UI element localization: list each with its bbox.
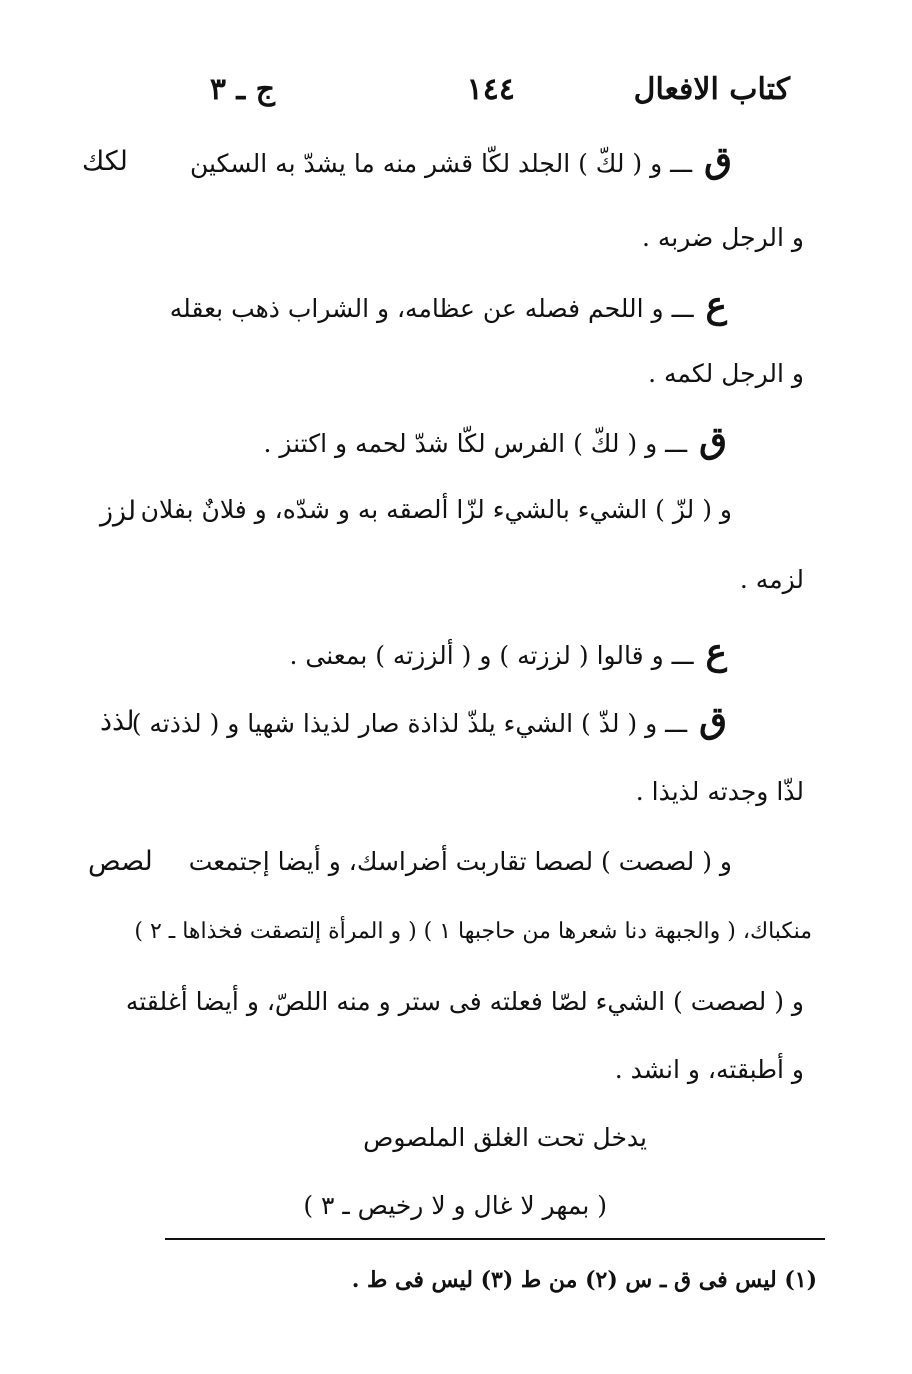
entry-text: و ( لصصت ) الشيء لصّا فعلته فى ستر و منه اللصّ، و أيضا أغلقته: [125, 987, 804, 1016]
entry-line: [134, 912, 812, 952]
entry-text: ـــ و اللحم فصله عن عظامه، و الشراب ذهب بعقله: [169, 294, 694, 323]
entry-text: منكباك، ( والجبهة دنا شعرها من حاجبها ١ ) ( و المرأة إلتصقت فخذاها ـ ٢ ): [134, 919, 812, 944]
entry-text: لذّا وجدته لذيذا .: [635, 777, 804, 806]
entry-line: [263, 420, 727, 464]
entry-marker: ع: [705, 631, 727, 673]
entry-line: [126, 982, 804, 1022]
entry-text: ـــ و ( لكّ ) الفرس لكّا شدّ لحمه و اكتنز .: [263, 429, 688, 458]
entry-text: و الرجل لكمه .: [648, 359, 804, 388]
page-number: ١٤٤: [466, 72, 515, 107]
entry-marker: ق: [704, 139, 732, 181]
root-word-lazz: لزز: [100, 496, 137, 527]
root-word-lasas: لصص: [88, 846, 153, 877]
entry-line: [189, 842, 732, 882]
entry-line: [615, 1050, 804, 1090]
entry-line: [648, 354, 804, 394]
entry-text: ـــ و ( لذّ ) الشيء يلذّ لذاذة صار لذيذا شهيا و ( لذذته ): [131, 709, 688, 738]
entry-marker: ق: [699, 419, 727, 461]
page-header: [190, 72, 790, 122]
verse-hemistich-2: ( بمهر لا غال و لا رخيص ـ ٣ ): [303, 1191, 607, 1220]
entry-text: لزمه .: [739, 565, 804, 594]
root-word-ladhdh: لذذ: [100, 706, 135, 737]
footnote-divider: [165, 1238, 825, 1240]
entry-text: ـــ و قالوا ( لززته ) و ( ألززته ) بمعنى .: [289, 641, 694, 670]
entry-line: [170, 285, 727, 329]
entry-text: و أطبقته، و انشد .: [614, 1055, 804, 1084]
footnote: (١) ليس فى ق ـ س (٢) من ط (٣) ليس فى ط .: [351, 1267, 817, 1293]
entry-line: [636, 772, 804, 812]
entry-text: و ( لصصت ) لصصا تقاربت أضراسك، و أيضا إجتمعت: [188, 847, 732, 876]
entry-line: [740, 560, 804, 600]
entry-line: [190, 140, 732, 184]
verse-hemistich-1: يدخل تحت الغلق الملصوص: [363, 1123, 647, 1152]
entry-text: و الرجل ضربه .: [642, 223, 804, 252]
entry-text: و ( لزّ ) الشيء بالشيء لزّا ألصقه به و شدّه، و فلانٌ بفلان: [140, 495, 732, 524]
entry-line: [132, 700, 727, 744]
entry-line: [290, 632, 727, 676]
book-title: كتاب الافعال: [633, 72, 790, 107]
entry-line: [642, 218, 804, 258]
volume-number: ج ـ ٣: [209, 72, 275, 107]
entry-line: [141, 490, 732, 530]
entry-text: ـــ و ( لكّ ) الجلد لكّا قشر منه ما يشدّ به السكين: [189, 149, 693, 178]
entry-marker: ق: [699, 699, 727, 741]
entry-marker: ع: [705, 284, 727, 326]
root-word-lakk: لكك: [82, 146, 128, 177]
